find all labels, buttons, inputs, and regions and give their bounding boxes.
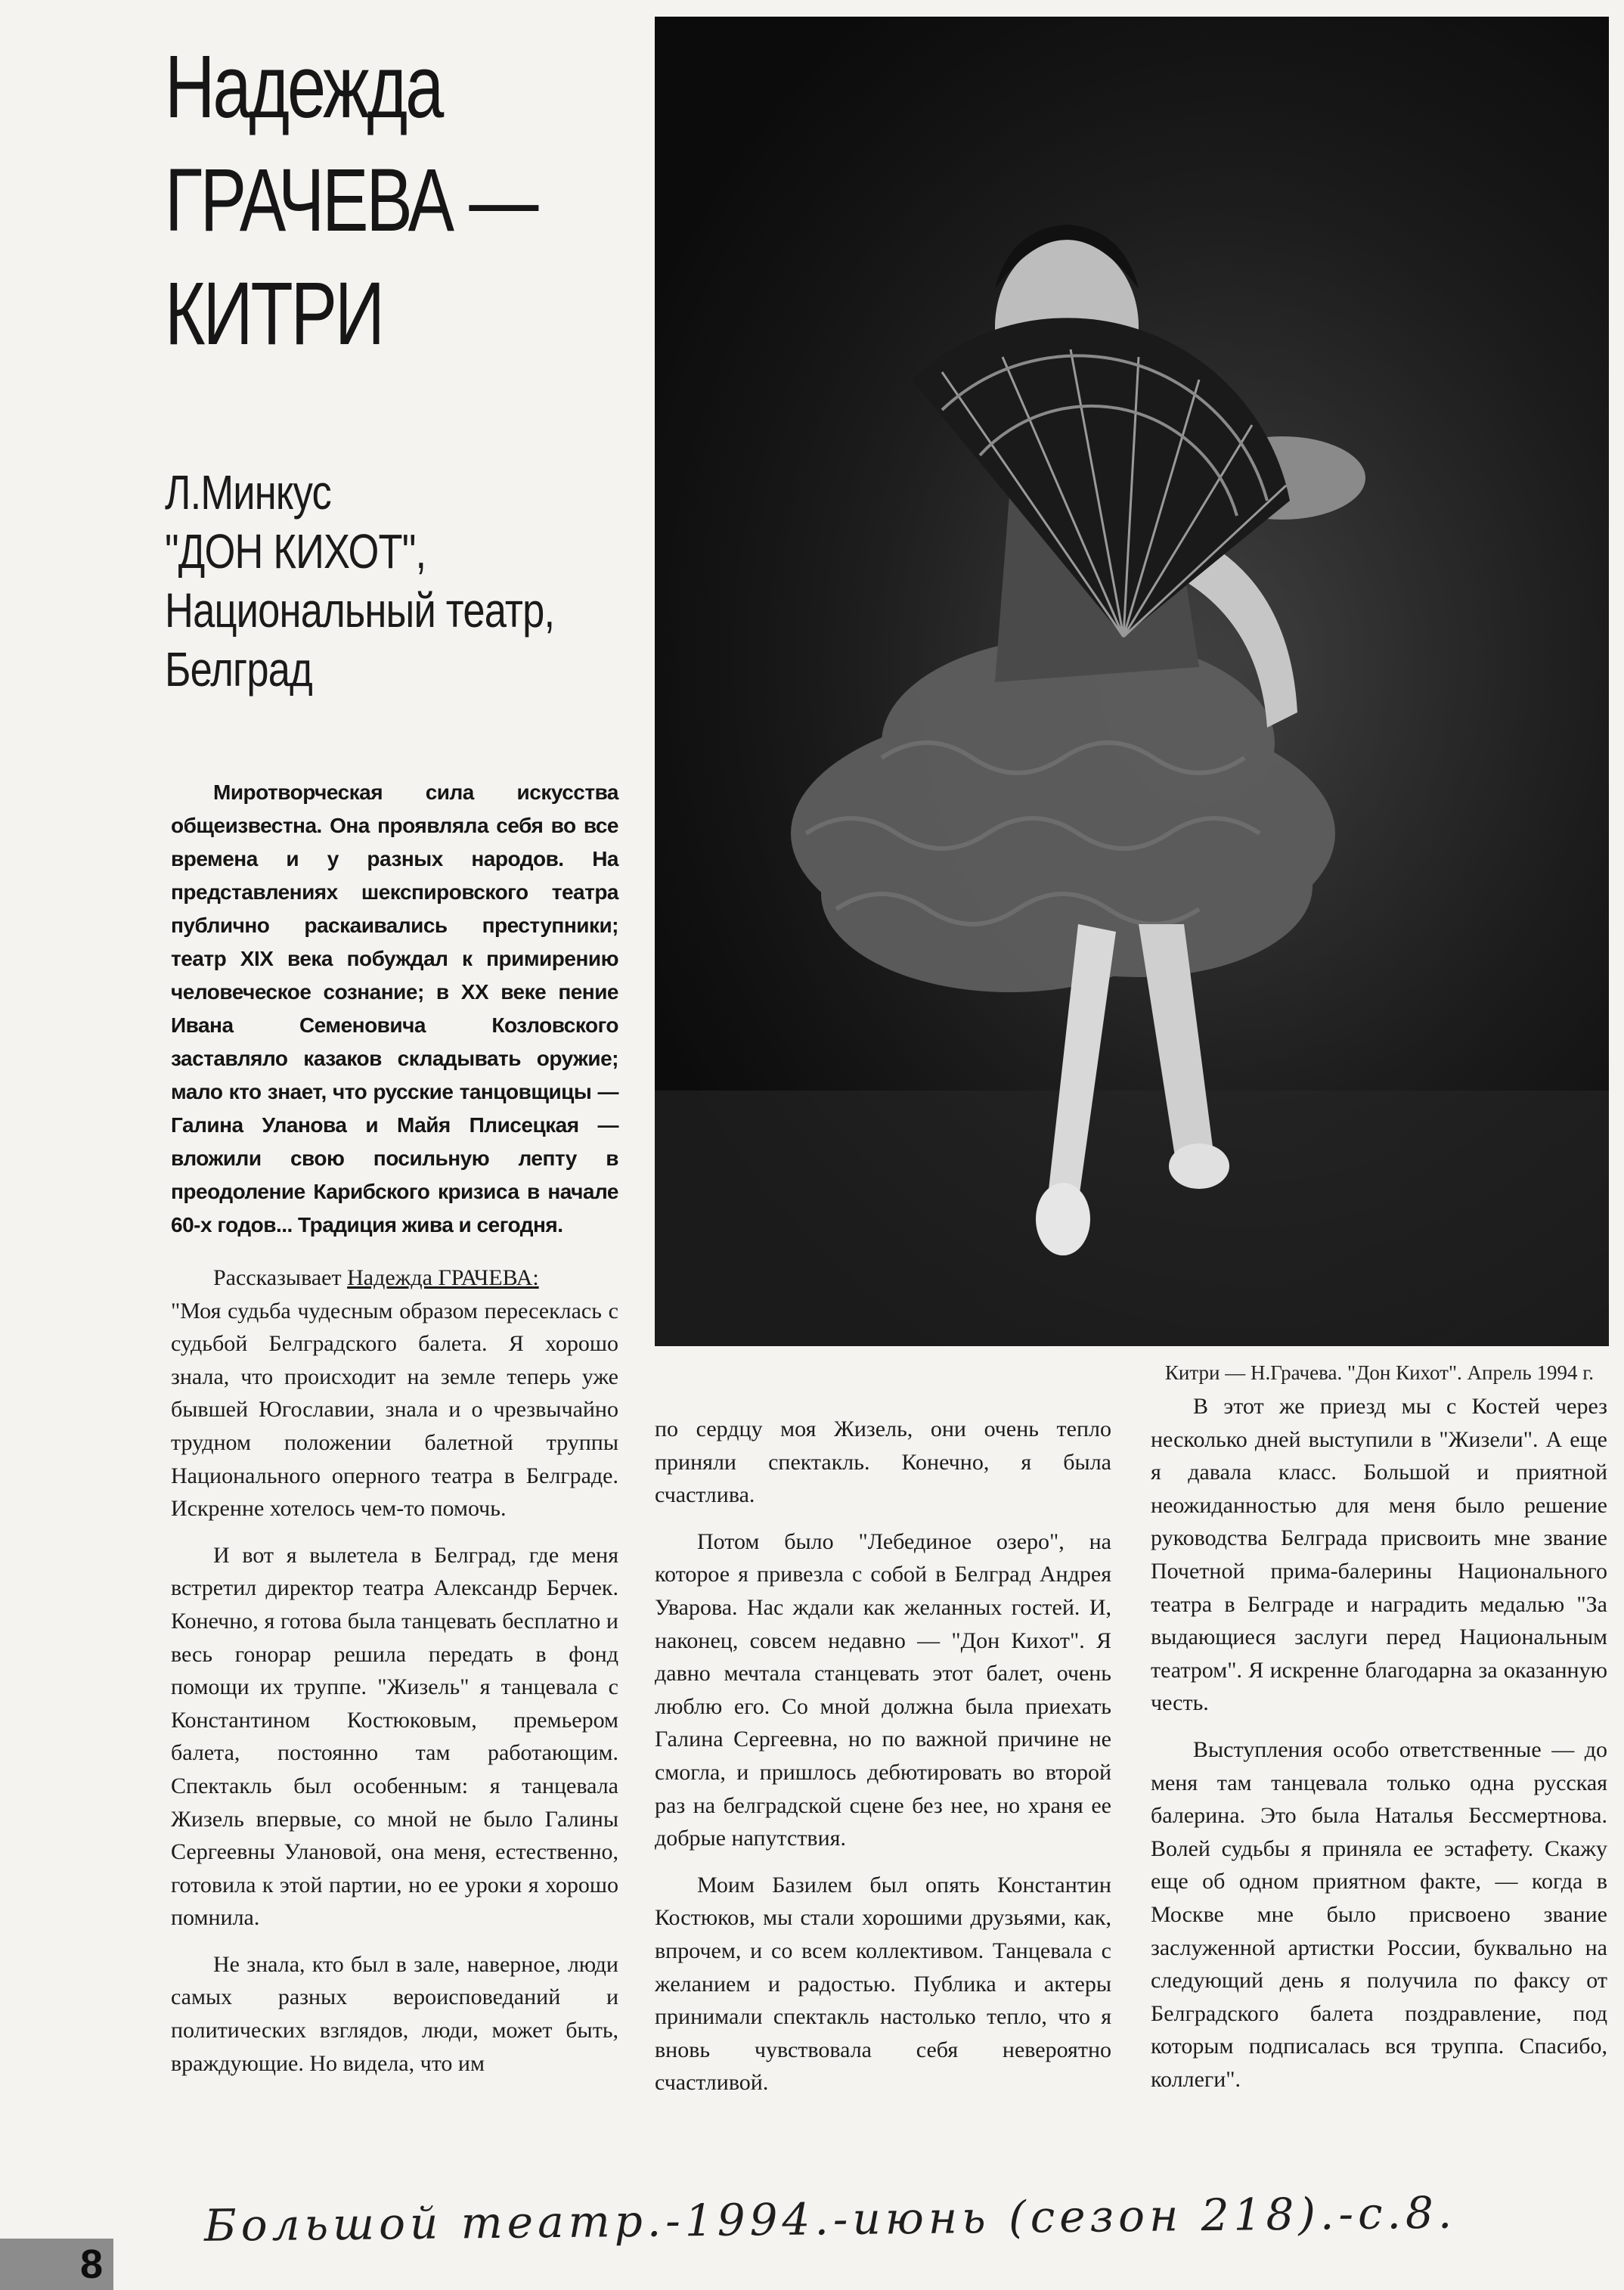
- title-line-1: Надежда: [165, 37, 442, 137]
- ballerina-photo: [655, 17, 1609, 1346]
- photo-caption: Китри — Н.Грачева. "Дон Кихот". Апрель 1994 г.: [1164, 1361, 1594, 1384]
- column-3-paragraph-2: Выступления особо ответственные — до меня там танцевала только одна русская балерина. Это была Наталья Бессмертнова. Волей судьбы я приняла ее эстафету. Скажу еще об одном приятном факте, — когда в Москве мне было присвоено звание заслуженной артистки России, буквально на следующий день я получила по факсу от Белградского балета поздравление, под которым подписалась вся труппа. Спасибо, коллеги".: [1151, 1736, 1607, 2092]
- subtitle-composer: Л.Минкус: [165, 465, 331, 520]
- article-title: [165, 30, 542, 371]
- article-subtitle: [165, 463, 587, 699]
- column-2-paragraph-1: по сердцу моя Жизель, они очень тепло приняли спектакль. Конечно, я была счастлива.: [655, 1417, 1111, 1508]
- intro-name: Надежда ГРАЧЕВА:: [347, 1265, 539, 1290]
- column-1-paragraph-2: И вот я вылетела в Белград, где меня встретил директор театра Александр Берчек. Конечно, я готова была танцевать бесплатно и весь гонорар решила передать в фонд помощи их труппе. "Жизель" я танцевала с Константином Костюковым, премьером балета, постоянно там работающим. Спектакль был особенным: я танцевала Жизель впервые, со мной не было Галины Сергеевны Улановой, она меня, естественно, готовила к этой партии, но ее уроки я хорошо помнила.: [171, 1542, 618, 1931]
- column-3-paragraph-1: В этот же приезд мы с Костей через несколько дней выступили в "Жизели". А еще я давала класс. Большой и приятной неожиданностью для меня было решение руководства Белграда присвоить мне звание Почетной прима-балерины Национального театра в Белграде и наградить медалью "За выдающиеся заслуги перед Национальным театром". Я искренне благодарна за оказанную честь.: [1151, 1394, 1607, 1716]
- subtitle-city: Белград: [165, 642, 312, 697]
- article-column-1: [171, 1261, 618, 2080]
- page-number-badge: [0, 2239, 113, 2290]
- lead-text: Миротворческая сила искусства общеизвестна. Она проявляла себя во все времена и у разных народов. На представлениях шекспировского театра публично раскаивались преступники; театр XIX века побуждал к примирению человеческое сознание; в XX веке пение Ивана Семеновича Козловского заставляло казаков складывать оружие; мало кто знает, что русские танцовщицы — Галина Уланова и Майя Плисецкая — вложили свою посильную лепту в преодоление Карибского кризиса в начале 60-х годов... Традиция жива и сегодня.: [171, 780, 618, 1237]
- column-2-paragraph-3: Моим Базилем был опять Константин Костюков, мы стали хорошими друзьями, как, впрочем, и со всем коллективом. Танцевала с желанием и радостью. Публика и актеры принимали спектакль настолько тепло, что я вновь чувствовала себя невероятно счастливой.: [655, 1872, 1111, 2096]
- column-1-intro: [171, 1261, 618, 1295]
- title-line-3: КИТРИ: [165, 264, 383, 364]
- column-1-paragraph-1: "Моя судьба чудесным образом пересеклась с судьбой Белградского балета. Я хорошо знала, что происходит на земле теперь уже бывшей Югославии, знала и о чрезвычайно трудном положении балетной труппы Национального оперного театра в Белграде. Искренне хотелось чем-то помочь.: [171, 1298, 618, 1522]
- article-column-3: [1151, 1390, 1607, 2096]
- handwritten-source-note: Большой театр.-1994.-июнь (сезон 218).-с.8.: [203, 2186, 1457, 2251]
- ballerina-illustration: [655, 17, 1609, 1346]
- lead-paragraph: [171, 776, 618, 1242]
- title-line-2: ГРАЧЕВА —: [165, 150, 537, 250]
- subtitle-theatre: Национальный театр,: [165, 583, 555, 638]
- intro-prefix: Рассказывает: [213, 1265, 348, 1290]
- column-2-paragraph-2: Потом было "Лебединое озеро", на которое я привезла с собой в Белград Андрея Уварова. Нас ждали как желанных гостей. И, наконец, совсем недавно — "Дон Кихот". Я давно мечтала станцевать этот балет, очень люблю его. Со мной должна была приехать Галина Сергеевна, но по важной причине не смогла, и пришлось дебютировать во второй раз на белградской сцене без нее, но храня ее добрые напутствия.: [655, 1528, 1111, 1851]
- page-number: 8: [79, 2242, 103, 2287]
- column-1-paragraph-3: Не знала, кто был в зале, наверное, люди самых разных вероисповеданий и политических взглядов, люди, может быть, враждующие. Но видела, что им: [171, 1951, 618, 2076]
- subtitle-ballet: "ДОН КИХОТ",: [165, 524, 426, 579]
- article-column-2: [655, 1413, 1111, 2099]
